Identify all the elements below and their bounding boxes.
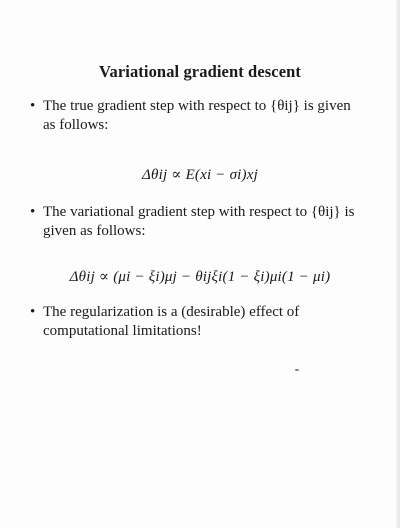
bullet-text (30, 303, 360, 341)
slide-title: Variational gradient descent (98, 62, 302, 81)
bullet-variational-gradient (30, 203, 360, 241)
equation-true-gradient: Δθij ∝ E(xi − σi)xj (142, 167, 258, 183)
equation-variational-gradient: Δθij ∝ (μi − ξi)μj − θijξi(1 − ξi)μi(1 − μi) (69, 269, 331, 285)
bullet-dot: • (30, 304, 36, 320)
bullet-text-line: as follows: (43, 117, 109, 133)
bullet-regularization (30, 303, 360, 341)
bullet-text (30, 97, 360, 135)
bullet-dot: • (30, 204, 36, 220)
bullet-text-line: computational limitations! (43, 323, 202, 339)
bullet-true-gradient (30, 97, 360, 135)
bullet-text-line: given as follows: (43, 223, 146, 239)
bullet-text-line: The true gradient step with respect to {θij} is given (43, 98, 351, 114)
bullet-text (30, 203, 360, 241)
scan-speck (295, 369, 299, 371)
bullet-dot: • (30, 98, 36, 114)
bullet-text-line: The variational gradient step with respect to {θij} is (43, 204, 355, 220)
bullet-text-line: The regularization is a (desirable) effect of (43, 304, 300, 320)
